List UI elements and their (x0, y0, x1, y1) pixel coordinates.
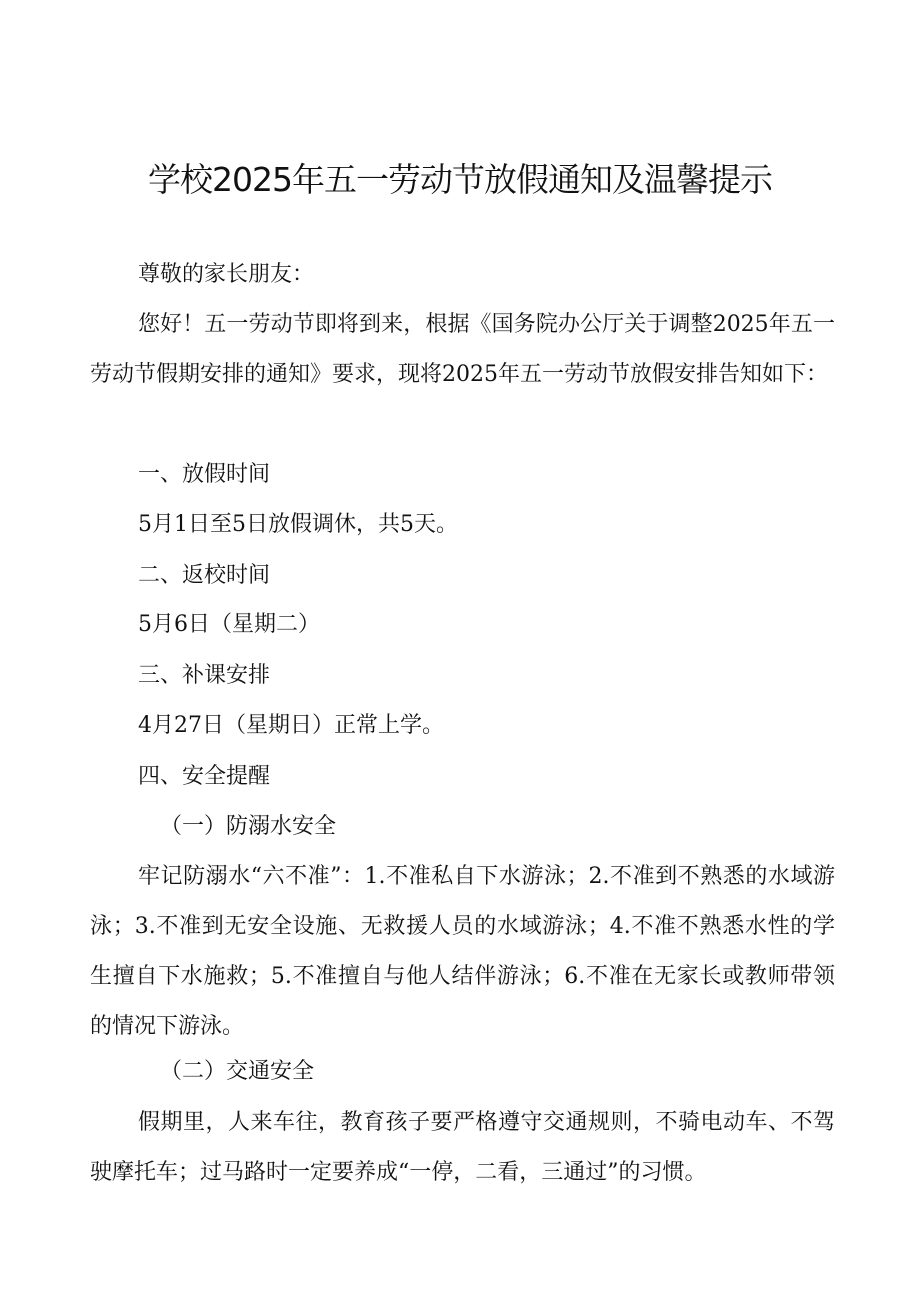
section-body-return-time: 5月6日（星期二） (138, 612, 320, 637)
safety-body-drowning: 牢记防溺水“六不准”：1.不准私自下水游泳；2.不准到不熟悉的水域游泳；3.不准到无安全设施、无救援人员的水域游泳；4.不准不熟悉水性的学生擅自下水施救；5.不准擅自与他人结伴游泳；6.不准在无家长或教师带领的情况下游泳。 (90, 864, 835, 1039)
intro-paragraph: 您好！五一劳动节即将到来，根据《国务院办公厅关于调整2025年五一劳动节假期安排的通知》要求，现将2025年五一劳动节放假安排告知如下： (90, 312, 835, 387)
salutation: 尊敬的家长朋友： (138, 262, 315, 287)
safety-subheading-drowning: （一）防溺水安全 (160, 814, 337, 839)
document-title: 学校2025年五一劳动节放假通知及温馨提示 (148, 160, 772, 199)
section-heading-makeup-class: 三、补课安排 (138, 663, 271, 688)
safety-body-traffic: 假期里，人来车往，教育孩子要严格遵守交通规则，不骑电动车、不驾驶摩托车；过马路时一定要养成“一停，二看，三通过”的习惯。 (90, 1110, 835, 1185)
safety-subheading-traffic: （二）交通安全 (160, 1059, 315, 1084)
section-body-makeup-class: 4月27日（星期日）正常上学。 (138, 713, 444, 738)
section-heading-return-time: 二、返校时间 (138, 563, 271, 588)
section-body-holiday-time: 5月1日至5日放假调休，共5天。 (138, 512, 458, 537)
section-heading-holiday-time: 一、放假时间 (138, 462, 271, 487)
section-heading-safety: 四、安全提醒 (138, 764, 271, 789)
